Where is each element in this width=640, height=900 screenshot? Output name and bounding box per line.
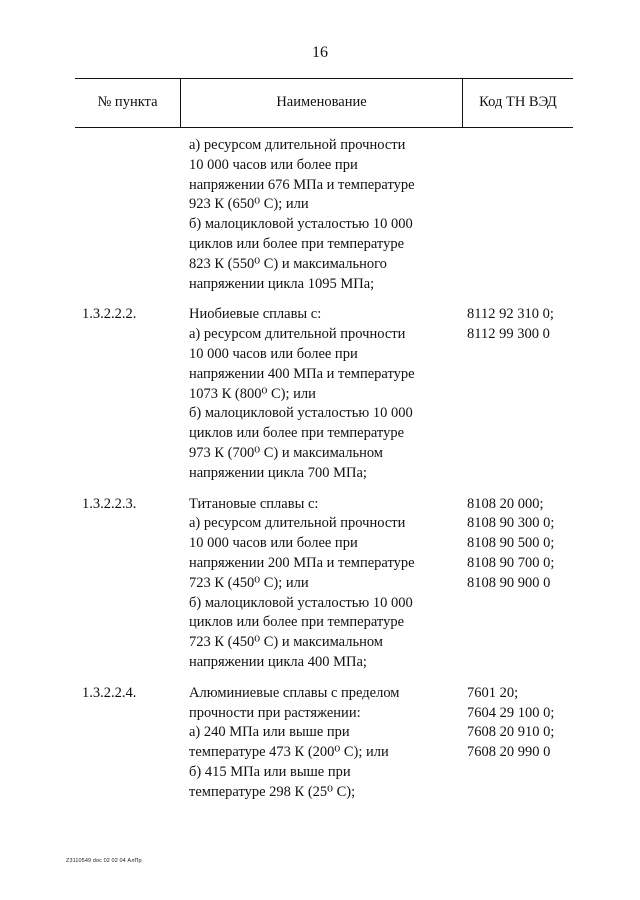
name-line: 923 К (650⁰ С); или	[189, 196, 309, 213]
name-line: а) ресурсом длительной прочности	[189, 515, 406, 532]
page-number: 16	[312, 44, 328, 61]
code-line: 8108 20 000;	[467, 495, 544, 512]
table-row	[0, 495, 640, 673]
name-line: Титановые сплавы с:	[189, 495, 319, 512]
name-line: а) 240 МПа или выше при	[189, 724, 350, 741]
name-line: напряжении цикла 1095 МПа;	[189, 275, 375, 292]
header-number: № пункта	[97, 94, 158, 110]
name-line: температуре 298 К (25⁰ С);	[189, 783, 356, 800]
code-line: 7601 20;	[467, 684, 519, 701]
code-line: 8108 90 300 0;	[467, 515, 555, 532]
name-line: б) малоцикловой усталостью 10 000	[189, 594, 413, 611]
name-line: 973 К (700⁰ С) и максимальном	[189, 444, 383, 461]
name-line: циклов или более при температуре	[189, 425, 405, 442]
code-line: 7608 20 990 0	[467, 744, 551, 761]
row-number: 1.3.2.2.3.	[82, 495, 137, 512]
table-row	[0, 684, 640, 803]
header-code: Код ТН ВЭД	[479, 94, 557, 110]
name-line: напряжении цикла 400 МПа;	[189, 653, 367, 670]
row-codes	[467, 684, 577, 763]
table-header	[75, 78, 573, 128]
name-line: прочности при растяжении:	[189, 704, 361, 721]
name-line: 723 К (450⁰ С) и максимальном	[189, 634, 383, 651]
code-line: 7604 29 100 0;	[467, 704, 555, 721]
name-line: Ниобиевые сплавы с:	[189, 306, 322, 323]
name-line: 10 000 часов или более при	[189, 345, 358, 362]
row-number: 1.3.2.2.4.	[82, 684, 137, 701]
table-body	[0, 136, 640, 814]
name-line: а) ресурсом длительной прочности	[189, 326, 406, 343]
code-line: 8112 99 300 0	[467, 326, 550, 343]
row-number: 1.3.2.2.2.	[82, 306, 137, 323]
row-name	[189, 136, 459, 294]
row-codes	[467, 305, 577, 345]
name-line: 10 000 часов или более при	[189, 156, 358, 173]
name-line: напряжении 400 МПа и температуре	[189, 365, 415, 382]
name-line: напряжении цикла 700 МПа;	[189, 464, 367, 481]
name-line: б) 415 МПа или выше при	[189, 763, 351, 780]
code-line: 7608 20 910 0;	[467, 724, 555, 741]
row-name	[189, 495, 459, 673]
name-line: напряжении 676 МПа и температуре	[189, 176, 415, 193]
name-line: 10 000 часов или более при	[189, 535, 358, 552]
name-line: а) ресурсом длительной прочности	[189, 137, 406, 153]
table-row	[0, 305, 640, 483]
row-name	[189, 305, 459, 483]
name-line: 1073 К (800⁰ С); или	[189, 385, 316, 402]
name-line: температуре 473 К (200⁰ С); или	[189, 744, 389, 761]
code-line: 8108 90 700 0;	[467, 554, 555, 571]
name-line: б) малоцикловой усталостью 10 000	[189, 216, 413, 233]
row-name	[189, 684, 459, 803]
name-line: циклов или более при температуре	[189, 614, 405, 631]
footer-doc-id: Z3110549 doc 02 02 04 АлПр	[66, 858, 142, 864]
row-codes	[467, 495, 577, 594]
name-line: циклов или более при температуре	[189, 235, 405, 252]
name-line: 723 К (450⁰ С); или	[189, 574, 309, 591]
name-line: 823 К (550⁰ С) и максимального	[189, 255, 387, 272]
code-line: 8112 92 310 0;	[467, 306, 554, 323]
code-line: 8108 90 500 0;	[467, 535, 555, 552]
name-line: напряжении 200 МПа и температуре	[189, 554, 415, 571]
name-line: б) малоцикловой усталостью 10 000	[189, 405, 413, 422]
code-line: 8108 90 900 0	[467, 574, 551, 591]
header-name: Наименование	[276, 94, 367, 110]
name-line: Алюминиевые сплавы с пределом	[189, 684, 400, 701]
table-row	[0, 136, 640, 294]
